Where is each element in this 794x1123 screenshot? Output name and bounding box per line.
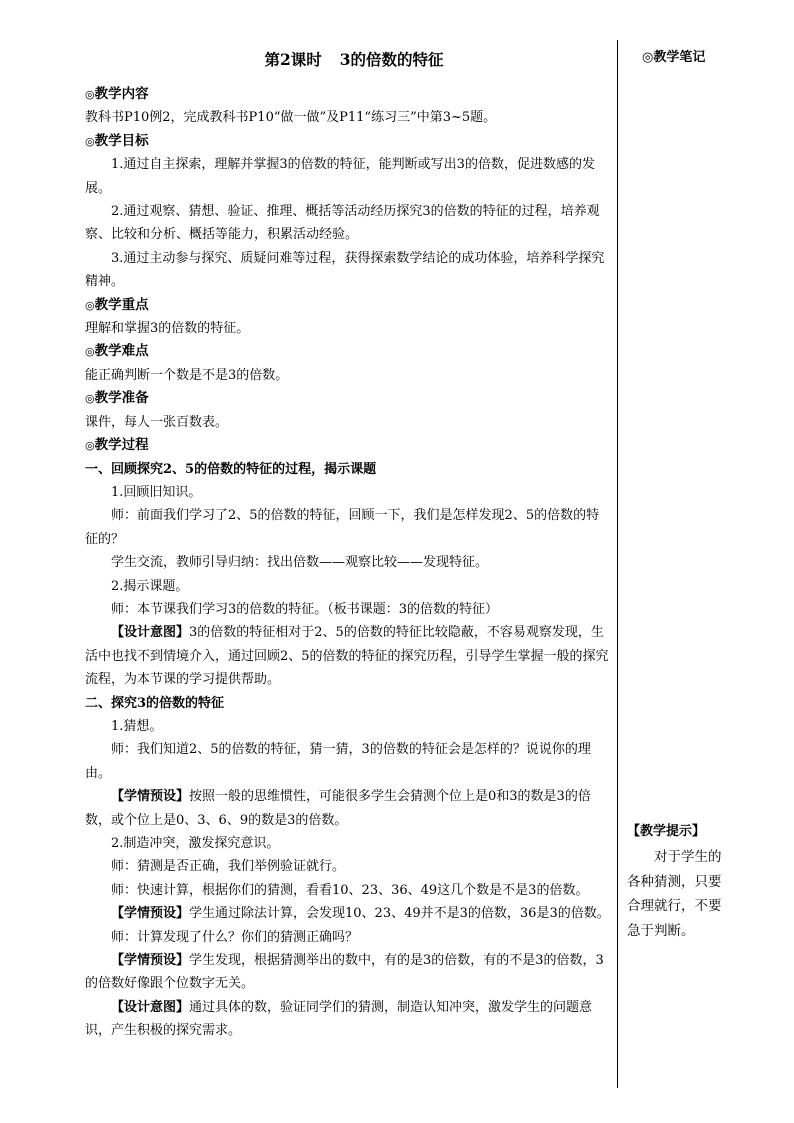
key-text: 理解和掌握3的倍数的特征。 [85, 321, 250, 337]
learning-preset: 【学情预设】按照一般的思维惯性，可能很多学生会猜测个位上是0和3的数是3的倍数，或个位上是0、3、6、9的数是3的倍数。 [85, 789, 591, 828]
design-intent-tag: 【设计意图】 [111, 999, 190, 1015]
circle-marker-icon: ◎ [85, 345, 95, 359]
circle-marker-icon: ◎ [85, 439, 95, 453]
page-title [85, 48, 611, 72]
paragraph: 1.回顾旧知识。 [111, 484, 202, 500]
section-process: ◎教学过程 [85, 437, 149, 454]
hint-title: 【教学提示】 [627, 824, 706, 839]
circle-marker-icon: ◎ [85, 88, 95, 101]
notes-title: ◎教学笔记 [642, 50, 706, 65]
design-intent: 【设计意图】3的倍数的特征相对于2、5的倍数的特征比较隐蔽，不容易观察发现，生活中也找不到情境介入，通过回顾2、5的倍数的特征的探究历程，引导学生掌握一般的探究流程，为本节课的学习提供帮助。 [85, 625, 609, 688]
section-goals: ◎教学目标 [85, 132, 149, 149]
learning-preset-tag: 【学情预设】 [111, 953, 190, 969]
learning-preset-tag: 【学情预设】 [111, 906, 190, 922]
content-text: 教科书P10例2，完成教科书P10“做一做”及P11“练习三”中第3~5题。 [85, 110, 497, 126]
paragraph: 师：计算发现了什么？你们的猜测正确吗？ [111, 929, 359, 945]
learning-preset: 【学情预设】学生通过除法计算，会发现10、23、49并不是3的倍数，36是3的倍数。 [111, 906, 610, 922]
paragraph: 师：快速计算，根据你们的猜测，看看10、23、36、49这几个数是不是3的倍数。 [111, 882, 589, 898]
goal-item: 3.通过主动参与探究、质疑问难等过程，获得探索数学结论的成功体验，培养科学探究精神。 [85, 250, 605, 290]
lesson-plan-body [85, 48, 611, 1043]
circle-marker-icon: ◎ [85, 392, 95, 406]
hint-body: 对于学生的各种猜测，只要合理就行，不要急于判断。 [627, 849, 722, 939]
section-difficulty: ◎教学难点 [85, 343, 149, 360]
section-content: ◎教学内容 [85, 86, 149, 102]
learning-preset: 【学情预设】学生发现，根据猜测举出的数中，有的是3的倍数，有的不是3的倍数，3的倍数好像跟个位数字无关。 [85, 953, 604, 992]
paragraph: 学生交流，教师引导归纳：找出倍数——观察比较——发现特征。 [111, 555, 489, 571]
learning-preset-tag: 【学情预设】 [111, 789, 190, 805]
circle-marker-icon: ◎ [85, 298, 95, 312]
difficulty-text: 能正确判断一个数是不是3的倍数。 [85, 367, 289, 383]
part2-heading: 二、探究3的倍数的特征 [85, 695, 225, 711]
paragraph: 师：猜测是否正确，我们举例验证就行。 [111, 859, 346, 875]
paragraph: 2.制造冲突，激发探究意识。 [111, 836, 280, 851]
paragraph: 2.揭示课题。 [111, 578, 189, 594]
part1-heading: 一、回顾探究2、5的倍数的特征的过程，揭示课题 [85, 461, 377, 477]
circle-marker-icon: ◎ [85, 134, 95, 148]
prep-text: 课件，每人一张百数表。 [85, 414, 229, 430]
title-lesson-number: 第2课时 [264, 50, 322, 69]
goal-item: 2.通过观察、猜想、验证、推理、概括等活动经历探究3的倍数的特征的过程，培养观察、比较和分析、概括等能力，积累活动经验。 [85, 204, 600, 243]
paragraph: 师：本节课我们学习3的倍数的特征。（板书课题：3的倍数的特征） [111, 601, 499, 617]
section-key: ◎教学重点 [85, 296, 149, 313]
title-topic: 3的倍数的特征 [339, 50, 444, 69]
paragraph: 师：前面我们学习了2、5的倍数的特征，回顾一下，我们是怎样发现2、5的倍数的特征的？ [85, 508, 600, 547]
design-intent-tag: 【设计意图】 [111, 625, 190, 641]
design-intent: 【设计意图】通过具体的数，验证同学们的猜测，制造认知冲突，激发学生的问题意识，产生积极的探究需求。 [85, 999, 593, 1039]
goal-item: 1.通过自主探索，理解并掌握3的倍数的特征，能判断或写出3的倍数，促进数感的发展。 [85, 157, 595, 196]
paragraph: 师：我们知道2、5的倍数的特征，猜一猜，3的倍数的特征会是怎样的？说说你的理由。 [85, 742, 591, 781]
paragraph: 1.猜想。 [111, 718, 163, 734]
column-divider [617, 40, 618, 1088]
section-prep: ◎教学准备 [85, 390, 149, 407]
